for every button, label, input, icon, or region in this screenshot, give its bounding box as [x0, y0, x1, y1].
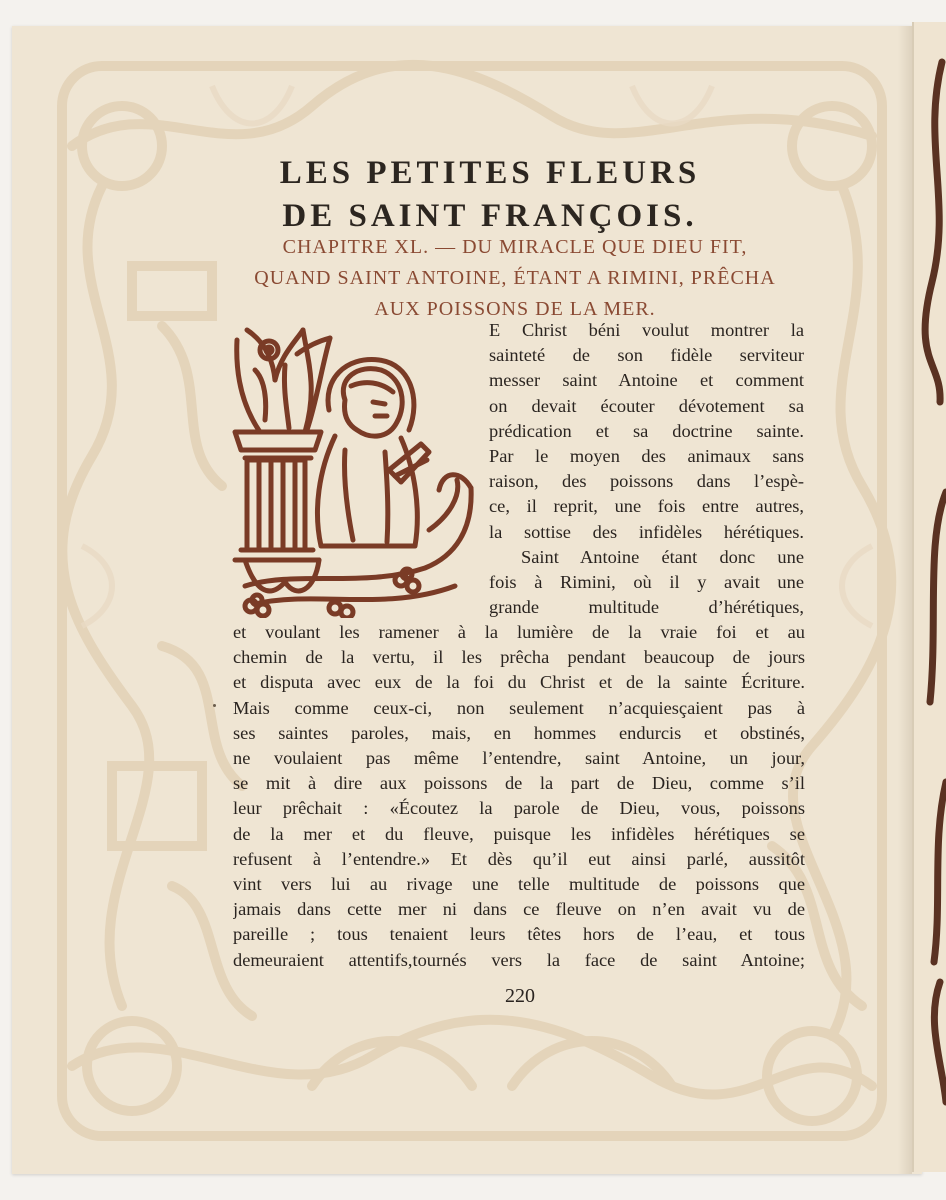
text-line: chemin de la vertu, il les prêcha pendant beaucoup de jours — [233, 647, 805, 668]
facing-page-ornament-icon — [912, 22, 946, 1172]
text-line: sainteté de son fidèle serviteur — [489, 345, 804, 366]
text-line: fois à Rimini, où il y avait une — [489, 572, 804, 593]
text-line: refusent à l’entendre.» Et dès qu’il eut ainsi parlé, aussitôt — [233, 848, 805, 869]
text-line: pareille ; tous tenaient leurs têtes hors de l’eau, et tous — [233, 924, 805, 945]
text-line: vint vers lui au rivage une telle multitude de poissons que — [233, 874, 805, 895]
text-line: ce, il reprit, une fois entre autres, — [489, 496, 804, 517]
paragraph-continuation — [233, 620, 805, 973]
paragraph-opening — [489, 318, 804, 620]
text-line: se mit à dire aux poissons de la part de Dieu, comme s’il — [233, 773, 805, 794]
saint-antoine-drop-cap-icon — [225, 320, 487, 618]
text-line: demeuraient attentifs,tournés vers la face de saint Antoine; — [233, 949, 805, 970]
chapter-heading — [200, 232, 830, 325]
chapter-heading-line: CHAPITRE XL. — DU MIRACLE QUE DIEU FIT, — [282, 236, 748, 258]
text-line: raison, des poissons dans l’espè- — [489, 471, 804, 492]
text-line: grande multitude d’hérétiques, — [489, 597, 804, 618]
text-line: leur prêchait : «Écoutez la parole de Dieu, vous, poissons — [233, 798, 805, 819]
text-line: et voulant les ramener à la lumière de la vraie foi et au — [233, 622, 805, 642]
title-line: DE SAINT FRANÇOIS. — [282, 198, 698, 234]
page-number: 220 — [505, 985, 535, 1007]
text-line: et disputa avec eux de la foi du Christ et de la sainte Écriture. — [233, 672, 805, 693]
text-line: Par le moyen des animaux sans — [489, 446, 804, 467]
text-line: messer saint Antoine et comment — [489, 370, 804, 391]
text-line: Saint Antoine étant donc une — [521, 546, 804, 567]
text-line: prédication et sa doctrine sainte. — [489, 420, 804, 441]
text-line: jamais dans cette mer ni dans ce fleuve on n’en avait vu de — [233, 899, 805, 920]
text-line: de la mer et du fleuve, puisque les infidèles hérétiques se — [233, 823, 805, 844]
text-line: ses saintes paroles, mais, en hommes endurcis et obstinés, — [233, 722, 805, 743]
text-line: ne voulaient pas même l’entendre, saint Antoine, un jour, — [233, 748, 805, 769]
text-line: E Christ béni voulut montrer la — [489, 320, 804, 340]
title-line: LES PETITES FLEURS — [279, 155, 701, 191]
book-title — [180, 152, 800, 238]
text-line: Mais comme ceux-ci, non seulement n’acquiesçaient pas à — [233, 697, 805, 718]
text-line: la sottise des infidèles hérétiques. — [489, 521, 804, 542]
chapter-heading-line: AUX POISSONS DE LA MER. — [374, 298, 656, 320]
text-line: on devait écouter dévotement sa — [489, 395, 804, 416]
paper-speck — [213, 704, 216, 707]
chapter-heading-line: QUAND SAINT ANTOINE, ÉTANT A RIMINI, PRÊCHA — [254, 267, 776, 289]
